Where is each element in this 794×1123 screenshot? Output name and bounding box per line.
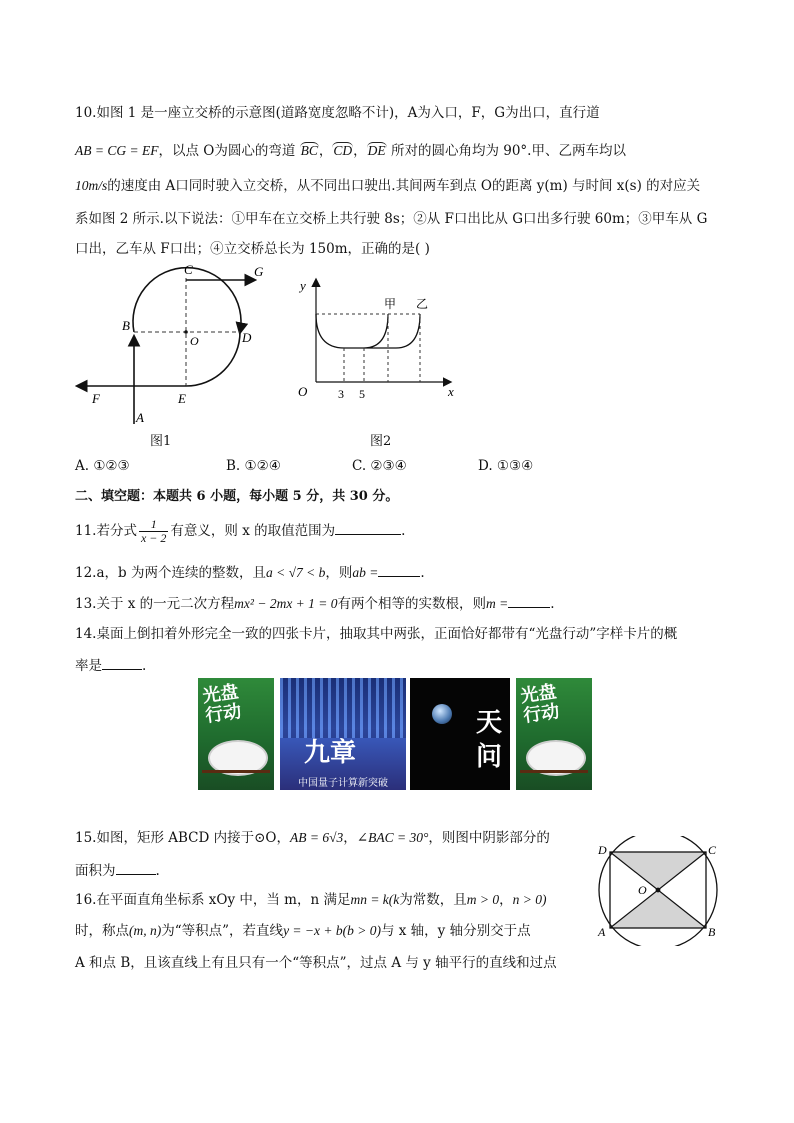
arc-de: DE [367, 143, 386, 158]
card-jiuzhang [280, 678, 406, 790]
option-d[interactable]: D. ①③④ [478, 458, 534, 474]
label-f: F [92, 391, 100, 406]
figure-2-distance-time-graph [292, 270, 462, 405]
card-title: 天问 [476, 708, 503, 772]
option-b[interactable]: B. ①②④ [226, 458, 281, 474]
label-c: C [708, 843, 717, 857]
label-c: C [184, 262, 193, 277]
option-a[interactable]: A. ①②③ [75, 458, 130, 474]
q14-line2-text: 率是 [75, 658, 102, 674]
q16-expr5: y = −x + b(b > 0) [283, 923, 381, 938]
q12-expr: a < √7 < b [265, 565, 326, 580]
section-2-heading: 二、填空题：本题共 6 小题，每小题 5 分，共 30 分。 [75, 489, 399, 504]
card-guangpan-1 [198, 678, 274, 790]
q12-pre: 12.a，b 为两个连续的整数，且 [75, 565, 266, 581]
q11-fraction [139, 518, 168, 545]
q16-text4: 为“等积点”，若直线 [161, 923, 284, 939]
card-title: 光盘行动 [201, 681, 243, 727]
tick-3: 3 [338, 387, 344, 401]
shaded-bottom-triangle [610, 890, 706, 928]
q13-end: . [550, 596, 555, 612]
q11-answer-blank[interactable] [335, 520, 401, 535]
q15-line1 [75, 829, 550, 847]
q10-line2: AB = CG = EF，以点 O为圆心的弯道 BC，CD，DE 所对的圆心角均为 90°.甲、乙两车均以 [75, 143, 626, 159]
q10-line4: 系如图 2 所示.以下说法：①甲车在立交桥上共行驶 8s；②从 F口出比从 G口出多行驶 60m；③甲车从 G [75, 211, 708, 227]
q15-end: . [155, 863, 160, 879]
option-c[interactable]: C. ②③④ [352, 458, 407, 474]
q16-expr1: mn = k(k [350, 892, 400, 907]
q13-expr2: m = [486, 596, 509, 611]
card-subtitle: 中国量子计算新突破 [298, 778, 388, 789]
axis-y-label: y [300, 278, 306, 293]
q11-denominator: x − 2 [140, 531, 167, 545]
figure-q15-circle-rectangle [592, 836, 724, 946]
q16-line2 [75, 922, 531, 940]
arc-bc: BC [300, 143, 318, 158]
q15-text2: ，则图中阴影部分的 [428, 830, 550, 846]
q13-mid: 有两个相等的实数根，则 [337, 596, 487, 612]
q15-line2-text: 面积为 [75, 863, 116, 879]
figure-2-caption: 图2 [370, 434, 392, 449]
q15-text: 15.如图，矩形 ABCD 内接于⊙O， [75, 830, 291, 846]
label-o: O [190, 334, 199, 348]
q13-answer-blank[interactable] [508, 593, 550, 608]
origin-label: O [298, 384, 308, 399]
q11 [75, 516, 405, 546]
curved-road [133, 268, 241, 332]
q16-text2: 为常数，且 [399, 892, 467, 908]
q10-line1: 10.如图 1 是一座立交桥的示意图(道路宽度忽略不计)，A为入口，F，G为出口，直行道 [75, 105, 600, 121]
q15-line2 [75, 860, 160, 880]
graph-curve [316, 314, 420, 348]
q16-line1 [75, 891, 547, 909]
q12-mid: ，则 [325, 565, 353, 581]
q12-answer-blank[interactable] [378, 562, 420, 577]
card-tianwen [410, 678, 510, 790]
q16-expr4: (m, n) [129, 923, 162, 938]
label-o: O [638, 883, 647, 897]
q11-end: . [401, 523, 406, 539]
q10-line3-text: 的速度由 A口同时驶入立交桥，从不同出口驶出.其间两车到点 O的距离 y(m) 与时间 x(s) 的对应关 [107, 178, 701, 194]
q13-expr: mx² − 2mx + 1 = 0 [234, 596, 338, 611]
tick-5: 5 [359, 387, 365, 401]
q16-expr3: n > 0) [512, 892, 547, 907]
shaded-top-triangle [610, 852, 706, 890]
q13-pre: 13.关于 x 的一元二次方程 [75, 596, 235, 612]
label-b: B [708, 925, 716, 939]
q14-end: . [142, 658, 147, 674]
q15-expr1: AB = 6√3 [290, 830, 344, 845]
q10-line2-text: ，以点 O为圆心的弯道 [158, 143, 296, 159]
label-b: B [122, 318, 130, 333]
label-a: A [136, 410, 144, 425]
q16-expr2: m > 0 [466, 892, 500, 907]
q16-text: 16.在平面直角坐标系 xOy 中，当 m，n 满足 [75, 892, 351, 908]
card-title: 九章 [304, 738, 357, 768]
q16-line3: A 和点 B，且该直线上有且只有一个“等积点”，过点 A 与 y 轴平行的直线和过点 [75, 955, 557, 971]
q10-expr-ab-cg-ef: AB = CG = EF [75, 143, 159, 158]
q16-text3: 时，称点 [75, 923, 129, 939]
q14-line1: 14.桌面上倒扣着外形完全一致的四张卡片，抽取其中两张，正面恰好都带有“光盘行动”字样卡片的概 [75, 626, 678, 642]
server-rows-graphic [280, 678, 406, 738]
q10-line3 [75, 177, 700, 195]
q11-post: 有意义，则 x 的取值范围为 [170, 523, 336, 539]
q10-line5: 口出，乙车从 F口出；④立交桥总长为 150m，正确的是( ) [75, 241, 430, 257]
chopsticks-icon [202, 770, 270, 773]
label-a: A [598, 925, 606, 939]
q16-text5: 与 x 轴，y 轴分别交于点 [380, 923, 531, 939]
q14-answer-blank[interactable] [102, 655, 142, 670]
q14-line2 [75, 655, 146, 675]
q10-speed: 10m/s [75, 178, 108, 193]
q15-sep: ， [343, 830, 357, 846]
label-e: E [178, 391, 186, 406]
q10-line2-tail: 所对的圆心角均为 90°.甲、乙两车均以 [390, 143, 626, 159]
figure-1-interchange [70, 262, 270, 430]
axis-x-label: x [448, 384, 454, 399]
card-guangpan-2 [516, 678, 592, 790]
label-d: D [242, 330, 252, 345]
chopsticks-icon [520, 770, 588, 773]
q11-numerator: 1 [139, 518, 168, 532]
label-g: G [254, 264, 264, 279]
q11-pre: 11.若分式 [75, 523, 137, 539]
q13 [75, 593, 555, 613]
card-title: 光盘行动 [519, 681, 561, 727]
label-d: D [598, 843, 607, 857]
earth-icon [432, 704, 452, 724]
q16-sep: ， [499, 892, 513, 908]
q12-expr2: ab = [352, 565, 379, 580]
label-jia: 甲 [384, 297, 397, 311]
figure-1-caption: 图1 [150, 434, 172, 449]
q15-expr2: ∠BAC = 30° [356, 830, 429, 845]
label-yi: 乙 [416, 297, 429, 311]
q12-end: . [420, 565, 425, 581]
q12 [75, 562, 425, 582]
arc-cd: CD [333, 143, 353, 158]
q15-answer-blank[interactable] [116, 860, 156, 875]
